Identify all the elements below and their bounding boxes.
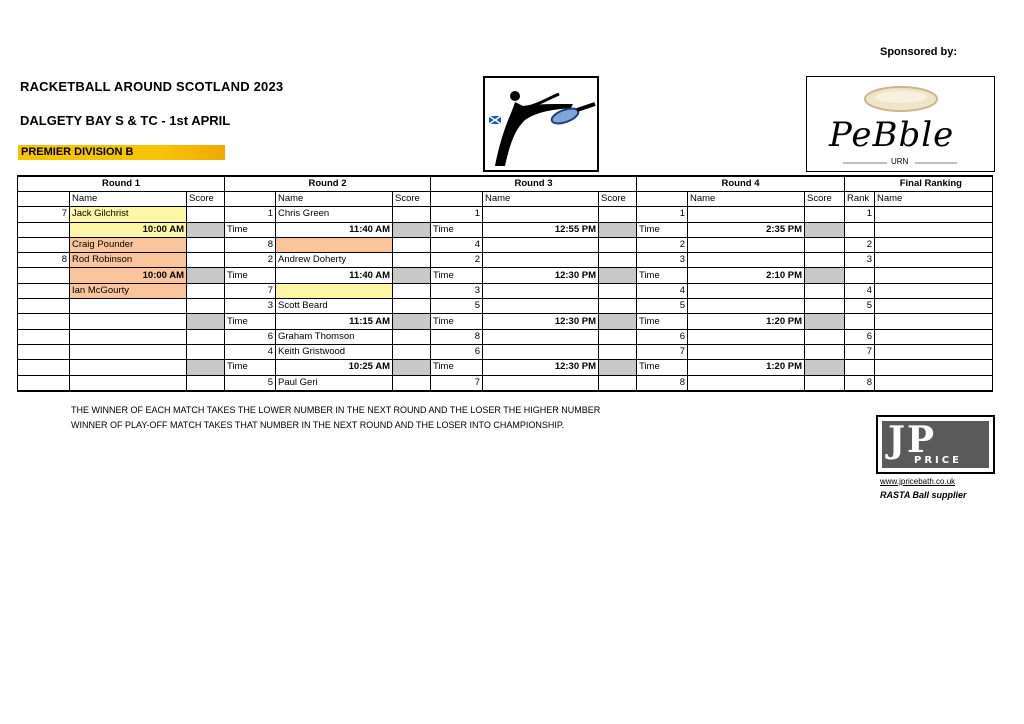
jp-wordmark: JP	[888, 419, 937, 461]
seed: 8	[18, 253, 70, 268]
rules-note: THE WINNER OF EACH MATCH TAKES THE LOWER NUMBER IN THE NEXT ROUND AND THE LOSER THE HIGHER NUMBER	[71, 405, 601, 415]
table-row	[18, 237, 993, 252]
time-label: Time	[637, 268, 688, 283]
match-time: 11:40 AM	[276, 268, 393, 283]
bracket-table	[17, 175, 993, 392]
time-label: Time	[225, 360, 276, 375]
match-time: 11:15 AM	[276, 314, 393, 329]
match-time: 12:55 PM	[483, 222, 599, 237]
table-row	[18, 344, 993, 359]
rank: 6	[845, 329, 875, 344]
division-label: PREMIER DIVISION B	[18, 145, 225, 160]
table-row	[18, 299, 993, 314]
seed: 6	[637, 329, 688, 344]
seed: 1	[637, 207, 688, 222]
seed: 7	[637, 344, 688, 359]
seed: 7	[18, 207, 70, 222]
seed: 5	[431, 299, 483, 314]
rank: 7	[845, 344, 875, 359]
time-label: Time	[637, 360, 688, 375]
time-label: Time	[431, 360, 483, 375]
time-label: Time	[431, 268, 483, 283]
name-col: Name	[70, 192, 187, 207]
event-subtitle: DALGETY BAY S & TC - 1st APRIL	[20, 113, 231, 128]
rank: 5	[845, 299, 875, 314]
player-name: Scott Beard	[276, 299, 393, 314]
seed: 3	[637, 253, 688, 268]
table-row	[18, 283, 993, 298]
rank-col: Rank	[845, 192, 875, 207]
match-time: 10:25 AM	[276, 360, 393, 375]
match-time: 12:30 PM	[483, 360, 599, 375]
score-col: Score	[393, 192, 431, 207]
seed: 3	[431, 283, 483, 298]
time-label: Time	[431, 222, 483, 237]
seed: 5	[225, 375, 276, 391]
seed: 6	[431, 344, 483, 359]
match-time: 10:00 AM	[70, 268, 187, 283]
sponsored-by-label: Sponsored by:	[880, 46, 958, 58]
score-col: Score	[805, 192, 845, 207]
pebble-urn-logo	[806, 76, 995, 172]
player-name: Graham Thomson	[276, 329, 393, 344]
column-header-row	[18, 192, 993, 207]
pebble-wordmark: PeBble	[829, 115, 955, 155]
player-name: Paul Geri	[276, 375, 393, 391]
round3-header: Round 3	[431, 176, 637, 192]
time-label: Time	[637, 314, 688, 329]
rank: 3	[845, 253, 875, 268]
seed: 4	[225, 344, 276, 359]
table-row	[18, 207, 993, 222]
match-time: 12:30 PM	[483, 268, 599, 283]
table-row	[18, 375, 993, 391]
seed: 4	[637, 283, 688, 298]
playoff-note: WINNER OF PLAY-OFF MATCH TAKES THAT NUMBER IN THE NEXT ROUND AND THE LOSER INTO CHAMPIONSHIP.	[71, 420, 565, 430]
match-time: 10:00 AM	[70, 222, 187, 237]
seed: 2	[637, 237, 688, 252]
seed: 2	[431, 253, 483, 268]
seed: 1	[225, 207, 276, 222]
score-col: Score	[187, 192, 225, 207]
racketball-logo	[483, 76, 599, 172]
seed: 4	[431, 237, 483, 252]
seed: 8	[637, 375, 688, 391]
price-wordmark: PRICE	[914, 455, 962, 466]
time-label: Time	[431, 314, 483, 329]
player-name: Jack Gilchrist	[70, 207, 187, 222]
name-col: Name	[276, 192, 393, 207]
player-icon	[485, 78, 597, 170]
match-time: 12:30 PM	[483, 314, 599, 329]
jp-price-logo	[876, 415, 995, 474]
round1-header: Round 1	[18, 176, 225, 192]
name-col: Name	[688, 192, 805, 207]
player-name: Rod Robinson	[70, 253, 187, 268]
seed: 1	[431, 207, 483, 222]
match-time: 2:10 PM	[688, 268, 805, 283]
player-name: Craig Pounder	[70, 237, 187, 252]
table-row	[18, 268, 993, 283]
table-row	[18, 314, 993, 329]
rank: 1	[845, 207, 875, 222]
time-label: Time	[225, 268, 276, 283]
round-header-row	[18, 176, 993, 192]
match-time: 11:40 AM	[276, 222, 393, 237]
table-row	[18, 222, 993, 237]
name-col: Name	[875, 192, 993, 207]
rank: 2	[845, 237, 875, 252]
match-time: 2:35 PM	[688, 222, 805, 237]
player-name: Andrew Doherty	[276, 253, 393, 268]
match-time: 1:20 PM	[688, 314, 805, 329]
table-row	[18, 253, 993, 268]
player-name: Ian McGourty	[70, 283, 187, 298]
seed: 3	[225, 299, 276, 314]
seed: 2	[225, 253, 276, 268]
supplier-website-link[interactable]: www.jpricebath.co.uk	[880, 477, 956, 486]
seed: 6	[225, 329, 276, 344]
seed: 8	[431, 329, 483, 344]
table-row	[18, 360, 993, 375]
time-label: Time	[637, 222, 688, 237]
match-time: 1:20 PM	[688, 360, 805, 375]
time-label: Time	[225, 314, 276, 329]
seed: 8	[225, 237, 276, 252]
player-name: Keith Gristwood	[276, 344, 393, 359]
seed: 7	[225, 283, 276, 298]
rank: 4	[845, 283, 875, 298]
table-row	[18, 329, 993, 344]
round2-header: Round 2	[225, 176, 431, 192]
final-ranking-header: Final Ranking	[845, 176, 993, 192]
time-label: Time	[225, 222, 276, 237]
name-col: Name	[483, 192, 599, 207]
rank: 8	[845, 375, 875, 391]
urn-label: URN	[891, 157, 909, 166]
score-col: Score	[599, 192, 637, 207]
page-title: RACKETBALL AROUND SCOTLAND 2023	[20, 79, 284, 94]
round4-header: Round 4	[637, 176, 845, 192]
supplier-label: RASTA Ball supplier	[880, 490, 967, 500]
seed: 7	[431, 375, 483, 391]
player-name: Chris Green	[276, 207, 393, 222]
seed: 5	[637, 299, 688, 314]
